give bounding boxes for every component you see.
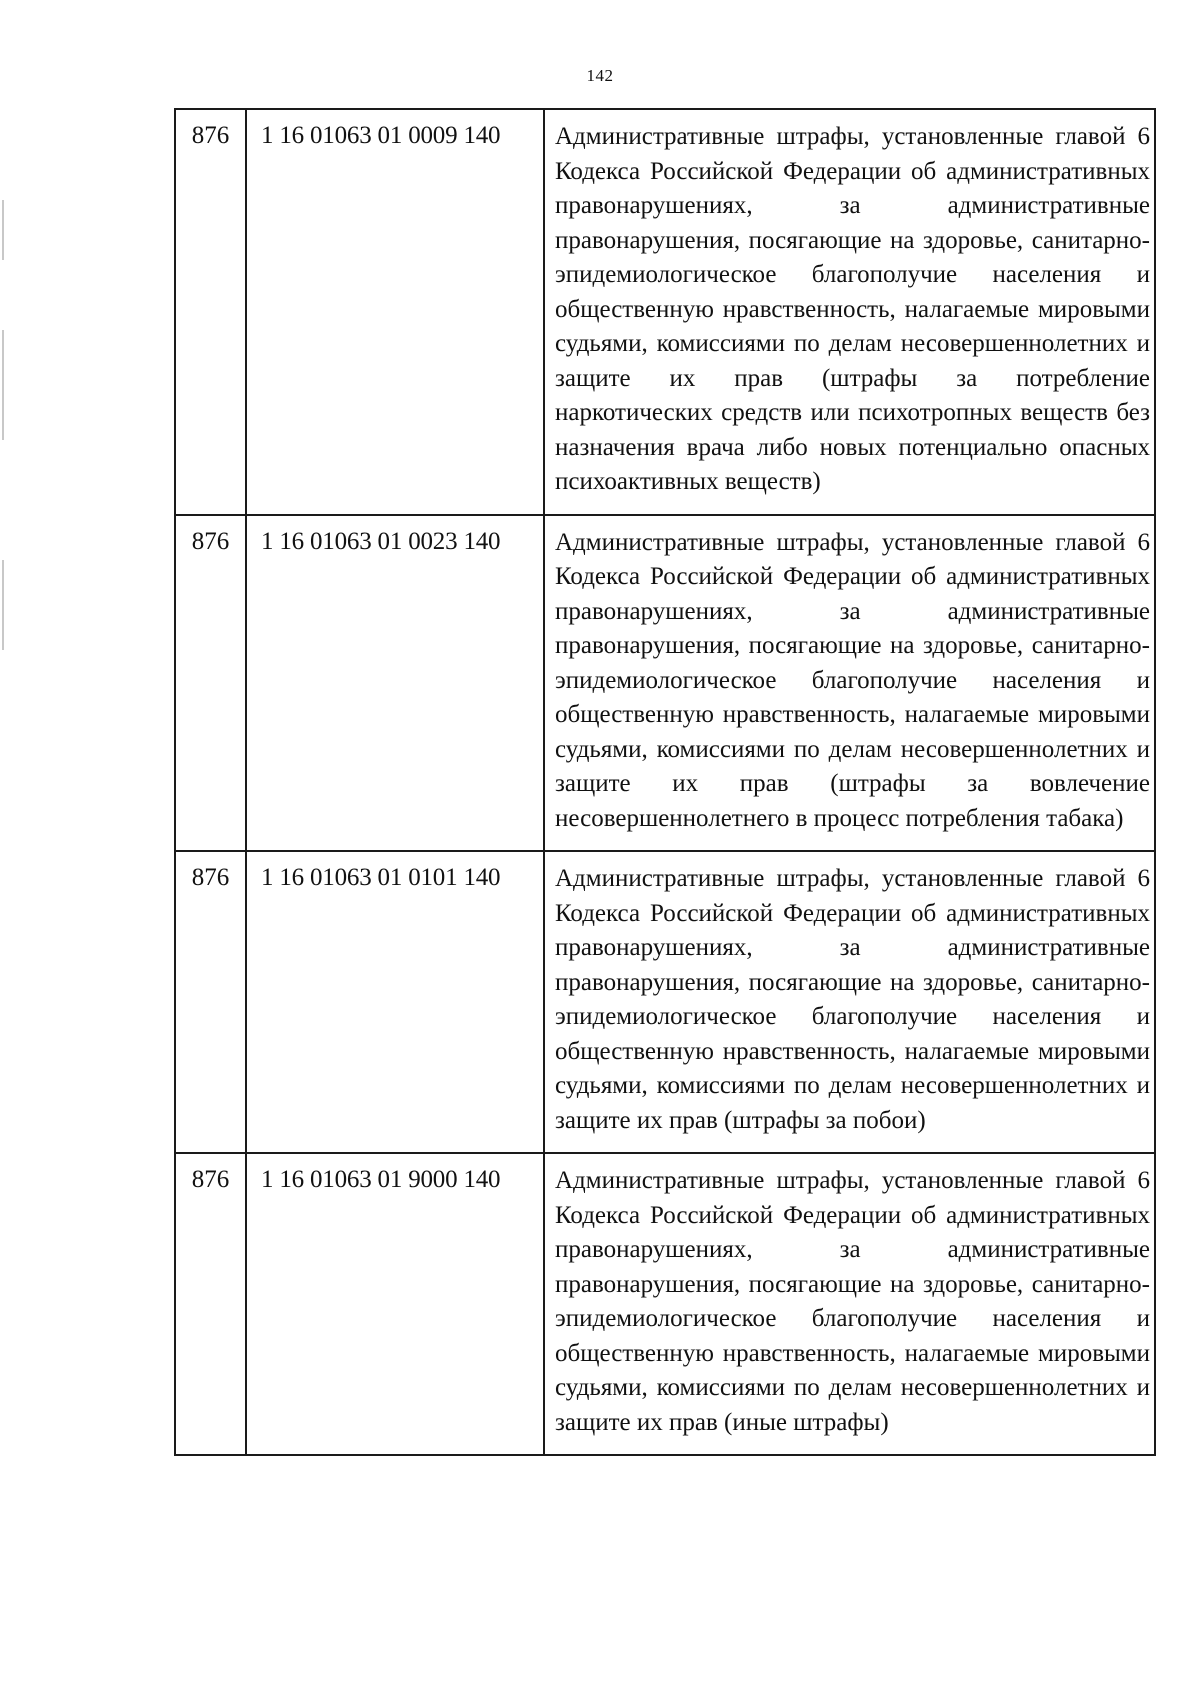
admin-code-cell: 876 bbox=[175, 851, 246, 1153]
budget-codes-table bbox=[174, 108, 1156, 1456]
description-cell: Административные штрафы, установленные главой 6 Кодекса Российской Федерации об административных правонарушениях, за административные правонарушения, посягающие на здоровье, санитарно-эпидемиологическое благополучие населения и общественную нравственность, налагаемые мировыми судьями, комиссиями по делам несовершеннолетних и защите их прав (штрафы за потребление наркотических средств или психотропных веществ без назначения врача либо новых потенциально опасных психоактивных веществ) bbox=[544, 109, 1155, 515]
scan-artifact bbox=[2, 560, 4, 650]
table-row bbox=[175, 515, 1155, 852]
table-row bbox=[175, 109, 1155, 515]
table-row bbox=[175, 1153, 1155, 1455]
admin-code-cell: 876 bbox=[175, 109, 246, 515]
description-cell: Административные штрафы, установленные главой 6 Кодекса Российской Федерации об административных правонарушениях, за административные правонарушения, посягающие на здоровье, санитарно-эпидемиологическое благополучие населения и общественную нравственность, налагаемые мировыми судьями, комиссиями по делам несовершеннолетних и защите их прав (штрафы за вовлечение несовершеннолетнего в процесс потребления табака) bbox=[544, 515, 1155, 852]
page-number: 142 bbox=[586, 66, 614, 85]
description-cell: Административные штрафы, установленные главой 6 Кодекса Российской Федерации об административных правонарушениях, за административные правонарушения, посягающие на здоровье, санитарно-эпидемиологическое благополучие населения и общественную нравственность, налагаемые мировыми судьями, комиссиями по делам несовершеннолетних и защите их прав (штрафы за побои) bbox=[544, 851, 1155, 1153]
kbk-code-cell: 1 16 01063 01 0023 140 bbox=[246, 515, 544, 852]
admin-code-cell: 876 bbox=[175, 1153, 246, 1455]
description-cell: Административные штрафы, установленные главой 6 Кодекса Российской Федерации об административных правонарушениях, за административные правонарушения, посягающие на здоровье, санитарно-эпидемиологическое благополучие населения и общественную нравственность, налагаемые мировыми судьями, комиссиями по делам несовершеннолетних и защите их прав (иные штрафы) bbox=[544, 1153, 1155, 1455]
kbk-code-cell: 1 16 01063 01 0101 140 bbox=[246, 851, 544, 1153]
admin-code-cell: 876 bbox=[175, 515, 246, 852]
table-row bbox=[175, 851, 1155, 1153]
scan-artifact bbox=[2, 200, 4, 260]
kbk-code-cell: 1 16 01063 01 0009 140 bbox=[246, 109, 544, 515]
scan-artifact bbox=[2, 330, 4, 440]
kbk-code-cell: 1 16 01063 01 9000 140 bbox=[246, 1153, 544, 1455]
